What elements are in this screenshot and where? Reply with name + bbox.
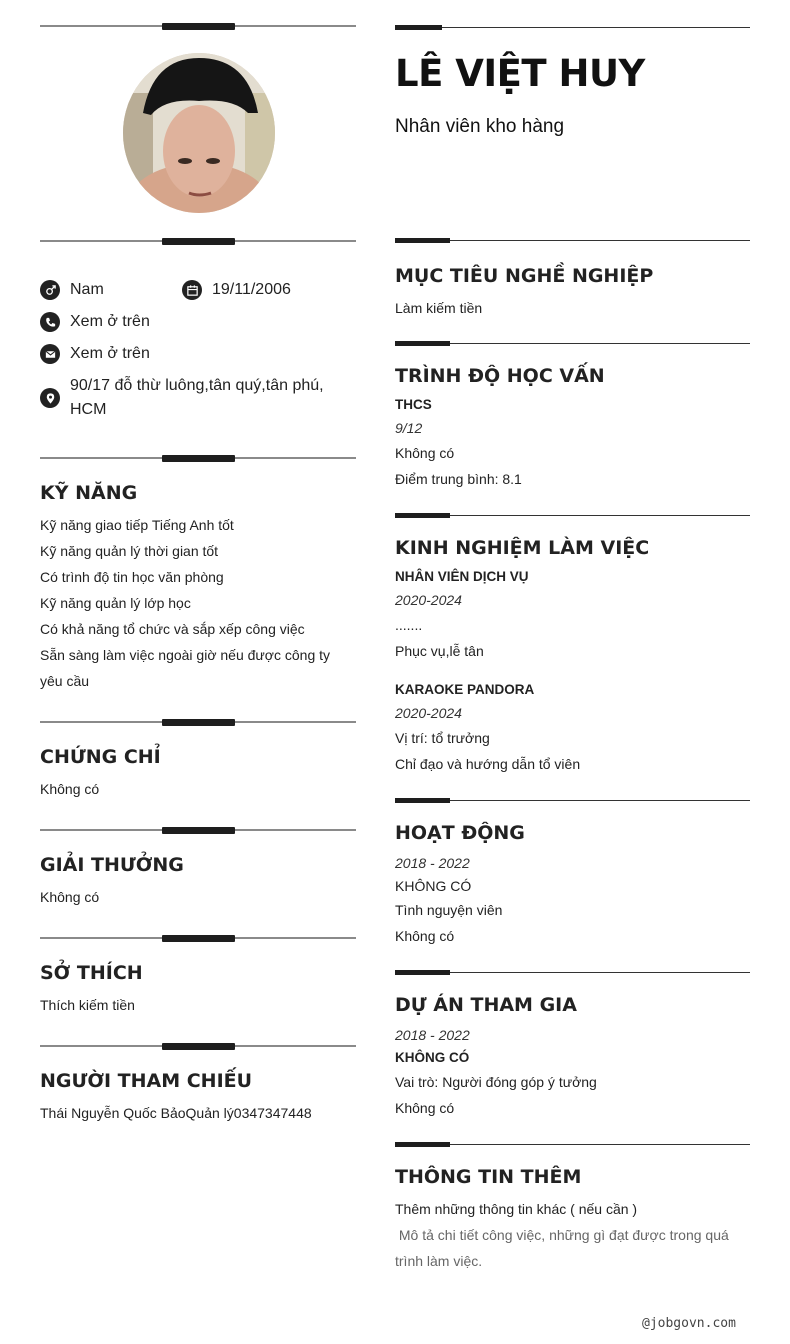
experience-company: KARAOKE PANDORA xyxy=(395,682,535,697)
skill-item: Có khả năng tổ chức và sắp xếp công việc xyxy=(40,621,305,637)
divider xyxy=(395,1144,750,1145)
additional-entry xyxy=(395,1196,750,1274)
skills-title: KỸ NĂNG xyxy=(40,482,138,504)
experience-period: 2020-2024 xyxy=(395,705,462,721)
divider xyxy=(40,721,356,723)
hobbies-text: Thích kiếm tiền xyxy=(40,997,135,1013)
projects-title: DỰ ÁN THAM GIA xyxy=(395,994,577,1016)
education-gpa: Điểm trung bình: 8.1 xyxy=(395,471,522,487)
divider xyxy=(395,972,750,973)
divider xyxy=(40,457,356,459)
experience-company: NHÂN VIÊN DỊCH VỤ xyxy=(395,569,529,584)
divider xyxy=(40,25,356,27)
references-title: NGƯỜI THAM CHIẾU xyxy=(40,1070,253,1092)
awards-title: GIẢI THƯỞNG xyxy=(40,854,184,876)
activities-entry xyxy=(395,851,750,949)
skill-item: Kỹ năng quản lý thời gian tốt xyxy=(40,543,219,559)
experience-line: Phục vụ,lễ tân xyxy=(395,643,484,659)
gender-icon xyxy=(40,280,60,300)
phone-icon xyxy=(40,312,60,332)
awards-text: Không có xyxy=(40,889,100,905)
additional-line: Thêm những thông tin khác ( nếu cần ) xyxy=(395,1201,638,1217)
experience-line: ....... xyxy=(395,617,423,633)
activities-period: 2018 - 2022 xyxy=(395,855,470,871)
candidate-position: Nhân viên kho hàng xyxy=(395,116,565,137)
education-title: TRÌNH ĐỘ HỌC VẤN xyxy=(395,365,605,387)
divider xyxy=(40,829,356,831)
experience-period: 2020-2024 xyxy=(395,592,462,608)
skill-item: Sẵn sàng làm việc ngoài giờ nếu được công ty yêu cầu xyxy=(40,647,331,689)
divider xyxy=(395,515,750,516)
education-major: Không có xyxy=(395,445,455,461)
additional-title: THÔNG TIN THÊM xyxy=(395,1166,582,1188)
calendar-icon xyxy=(182,280,202,300)
divider xyxy=(40,1045,356,1047)
email-icon xyxy=(40,344,60,364)
watermark: @jobgovn.com xyxy=(642,1316,736,1331)
experience-entry xyxy=(395,566,750,664)
activities-org: KHÔNG CÓ xyxy=(395,878,472,894)
email-value: Xem ở trên xyxy=(70,345,150,362)
divider xyxy=(395,800,750,801)
divider xyxy=(40,240,356,242)
divider xyxy=(395,27,750,28)
skill-item: Có trình độ tin học văn phòng xyxy=(40,569,224,585)
experience-line: Vị trí: tổ trưởng xyxy=(395,730,490,746)
address-value: 90/17 đỗ thừ luông,tân quý,tân phú, HCM xyxy=(70,377,324,418)
objective-text: Làm kiếm tiền xyxy=(395,300,483,316)
experience-title: KINH NGHIỆM LÀM VIỆC xyxy=(395,537,650,559)
projects-period: 2018 - 2022 xyxy=(395,1027,470,1043)
gender-value: Nam xyxy=(70,281,104,298)
certificates-title: CHỨNG CHỈ xyxy=(40,746,161,768)
hobbies-title: SỞ THÍCH xyxy=(40,962,143,984)
additional-description: Mô tả chi tiết công việc, những gì đạt được trong quá trình làm việc. xyxy=(395,1227,733,1269)
education-entry xyxy=(395,394,750,492)
avatar xyxy=(123,53,275,213)
education-school: THCS xyxy=(395,397,432,412)
projects-entry xyxy=(395,1023,750,1121)
divider xyxy=(395,240,750,241)
divider xyxy=(40,937,356,939)
projects-role: Vai trò: Người đóng góp ý tưởng xyxy=(395,1074,597,1090)
divider xyxy=(395,343,750,344)
certificates-text: Không có xyxy=(40,781,100,797)
skill-item: Kỹ năng giao tiếp Tiếng Anh tốt xyxy=(40,517,234,533)
skill-item: Kỹ năng quản lý lớp học xyxy=(40,595,191,611)
activities-desc: Không có xyxy=(395,928,455,944)
location-icon xyxy=(40,388,60,408)
phone-value: Xem ở trên xyxy=(70,313,150,330)
education-period: 9/12 xyxy=(395,420,423,436)
references-text: Thái Nguyễn Quốc BảoQuản lý0347347448 xyxy=(40,1105,312,1121)
candidate-name: LÊ VIỆT HUY xyxy=(395,52,645,95)
objective-title: MỤC TIÊU NGHỀ NGHIỆP xyxy=(395,265,654,287)
projects-desc: Không có xyxy=(395,1100,455,1116)
skills-list xyxy=(40,512,356,694)
activities-title: HOẠT ĐỘNG xyxy=(395,822,525,844)
activities-role: Tình nguyện viên xyxy=(395,902,503,918)
birthday-value: 19/11/2006 xyxy=(212,281,291,298)
projects-name: KHÔNG CÓ xyxy=(395,1050,470,1065)
experience-line: Chỉ đạo và hướng dẫn tổ viên xyxy=(395,756,581,772)
experience-entry xyxy=(395,679,750,777)
